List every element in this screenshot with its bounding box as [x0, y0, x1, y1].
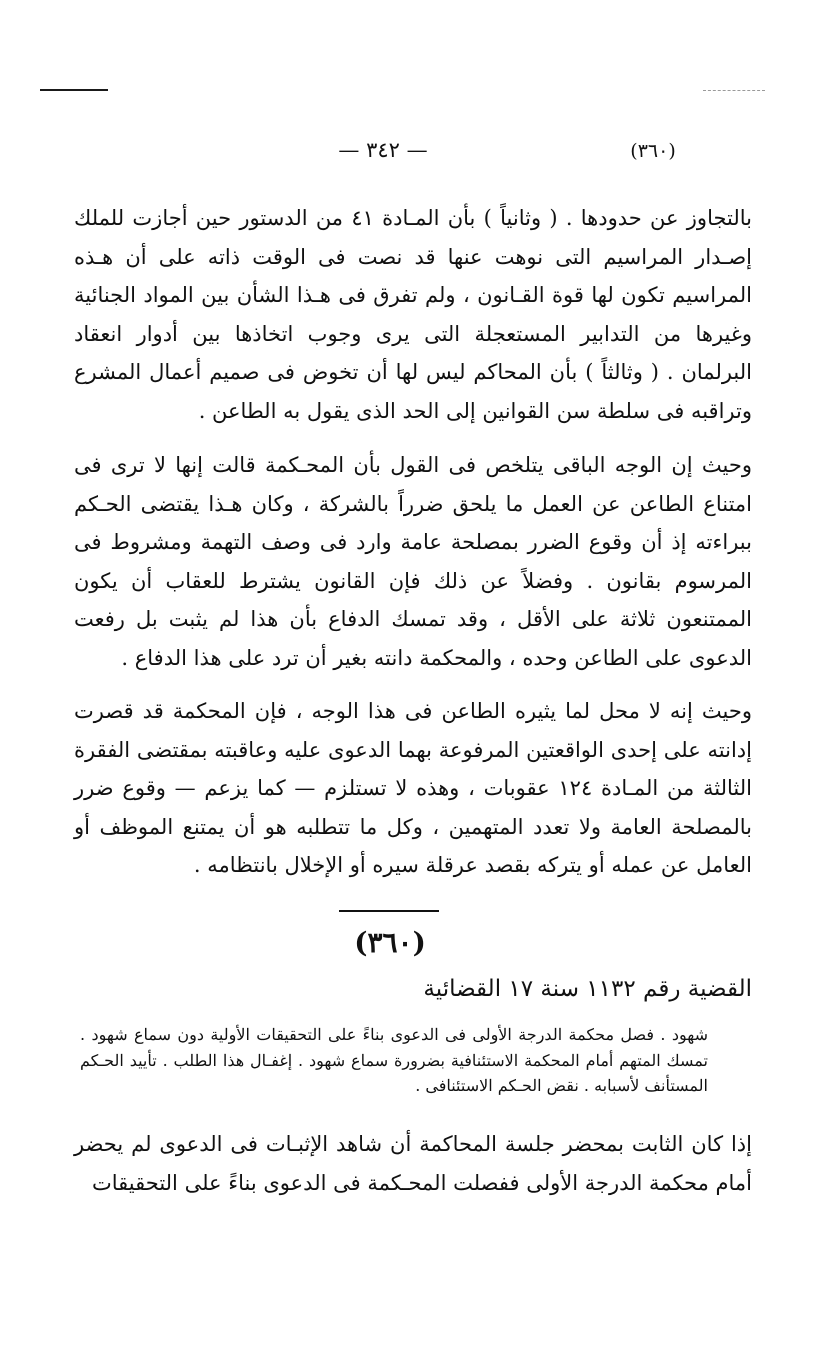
section-divider [339, 910, 439, 912]
top-right-rule [703, 90, 765, 91]
top-left-rule [40, 89, 108, 91]
page-number: — ٣٤٢ — [338, 138, 428, 162]
paragraph-continuation: بالتجاوز عن حدودها . ( وثانياً ) بأن المـادة ٤١ من الدستور حين أجازت للملك إصـدار المراسيم التى نوهت عنها قد نصت فى الوقت ذاته على أن هـذه المراسيم تكون لها قوة القـانون ، ولم تفرق فى هـذا الشأن بين المواد الجنائية وغيرها من التدابير المستعجلة التى يرى وجوب اتخاذها بين أدوار انعقاد البرلمان . ( وثالثاً ) بأن المحاكم ليس لها أن تخوض فى صميم أعمال المشرع وتراقبه فى سلطة سن القوانين إلى الحد الذى يقول به الطاعن . [74, 206, 752, 423]
case-number: (٣٦٠) [354, 926, 426, 959]
paragraph-ruling: وحيث إنه لا محل لما يثيره الطاعن فى هذا الوجه ، فإن المحكمة قد قصرت إدانته على إحدى الواقعتين المرفوعة بهما الدعوى عليه وعاقبته بمقتضى الفقرة الثالثة من المـادة ١٢٤ عقوبات ، وهذه لا تستلزم — كما يزعم — وقوع ضرر بالمصلحة العامة ولا تعدد المتهمين ، وكل ما تتطلبه هو أن يمتنع الموظف أو العامل عن عمله أو يتركه بقصد عرقلة سيره أو الإخلال بانتظامه . [74, 699, 752, 878]
header-case-reference: (٣٦٠) [630, 140, 676, 162]
paragraph-second-ground: وحيث إن الوجه الباقى يتلخص فى القول بأن المحـكمة قالت إنها لا ترى فى امتناع الطاعن عن العمل ما يلحق ضرراً بالشركة ، وكان هـذا يقتضى الحـكم ببراءته إذ أن وقوع الضرر بمصلحة عامة وارد فى وصف التهمة ومشروط فى المرسوم بقانون . وفضلاً عن ذلك فإن القانون يشترط للعقاب أن يكون الممتنعون ثلاثة على الأقل ، وقد تمسك الدفاع بأن هذا لم يثبت بل رفعت الدعوى على الطاعن وحده ، والمحكمة دانته بغير أن ترد على هذا الدفاع . [74, 453, 752, 670]
case-body-paragraph: إذا كان الثابت بمحضر جلسة المحاكمة أن شاهد الإثبـات فى الدعوى لم يحضر أمام محكمة الدرجة الأولى ففصلت المحـكمة فى الدعوى بناءً على التحقيقات [74, 1132, 752, 1195]
case-title: القضية رقم ١١٣٢ سنة ١٧ القضائية [423, 976, 752, 1002]
case-headnote: شهود . فصل محكمة الدرجة الأولى فى الدعوى بناءً على التحقيقات الأولية دون سماع شهود . تمسك المتهم أمام المحكمة الاستئنافية بضرورة سماع شهود . إغفـال هذا الطلب . تأييد الحـكم المستأنف لأسبابه . نقض الحـكم الاستئنافى . [80, 1025, 709, 1095]
